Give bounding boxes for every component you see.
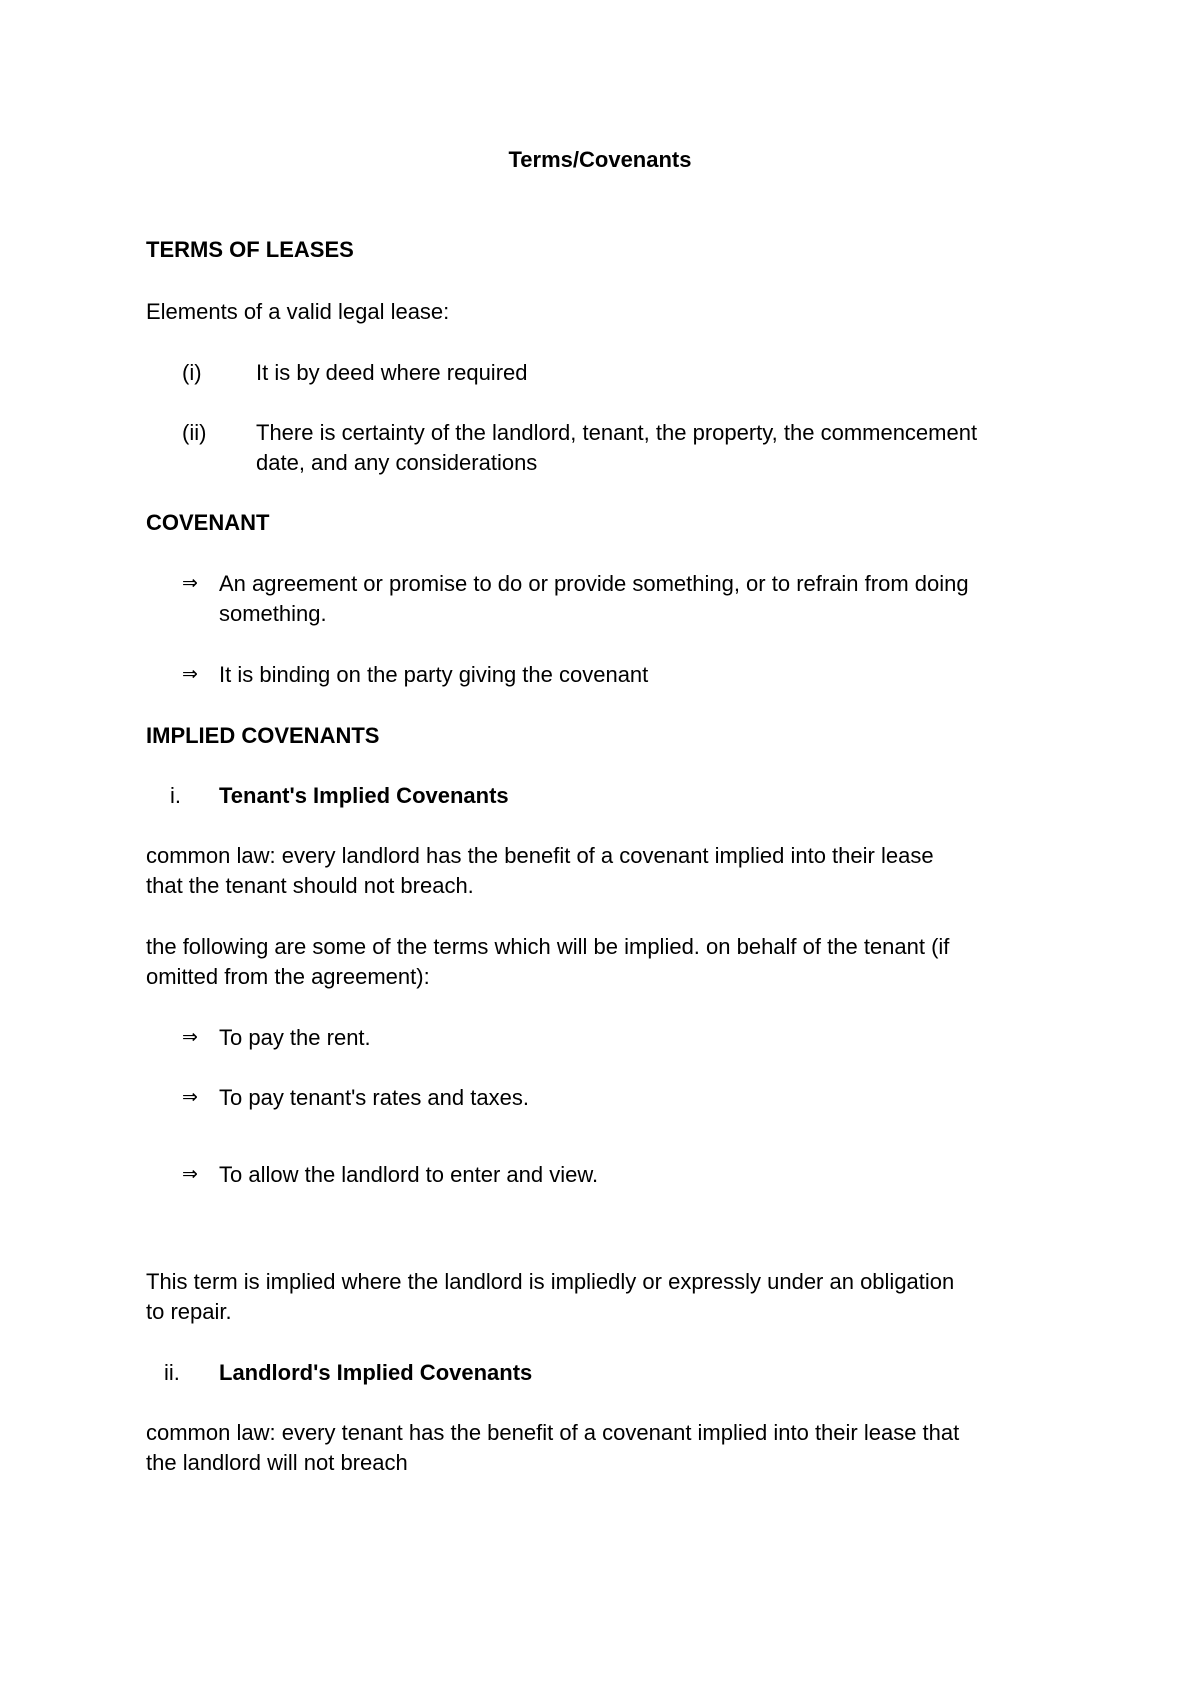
paragraph-continuation: to repair. bbox=[146, 1299, 232, 1324]
bullet-item: It is binding on the party giving the covenant bbox=[219, 662, 649, 687]
list-marker: (i) bbox=[182, 360, 202, 385]
bullet-item: An agreement or promise to do or provide something, or to refrain from doing bbox=[219, 571, 969, 596]
subsection-heading-landlord: Landlord's Implied Covenants bbox=[219, 1360, 533, 1385]
arrow-bullet-icon: ⇒ bbox=[182, 1164, 198, 1185]
paragraph: common law: every tenant has the benefit of a covenant implied into their lease that bbox=[146, 1420, 960, 1445]
paragraph: This term is implied where the landlord is impliedly or expressly under an obligation bbox=[146, 1269, 955, 1294]
paragraph: the following are some of the terms which will be implied. on behalf of the tenant (if bbox=[146, 934, 950, 959]
subsection-heading-tenant: Tenant's Implied Covenants bbox=[219, 783, 509, 808]
bullet-item-continuation: something. bbox=[219, 601, 327, 626]
bullet-item: To allow the landlord to enter and view. bbox=[219, 1162, 599, 1187]
paragraph: common law: every landlord has the benefit of a covenant implied into their lease bbox=[146, 843, 934, 868]
section-heading-implied-covenants: IMPLIED COVENANTS bbox=[146, 723, 380, 748]
paragraph-continuation: the landlord will not breach bbox=[146, 1450, 408, 1475]
arrow-bullet-icon: ⇒ bbox=[182, 1087, 198, 1108]
section-heading-covenant: COVENANT bbox=[146, 510, 270, 535]
bullet-item: To pay the rent. bbox=[219, 1025, 371, 1050]
page-title: Terms/Covenants bbox=[508, 147, 692, 172]
paragraph-continuation: that the tenant should not breach. bbox=[146, 873, 474, 898]
arrow-bullet-icon: ⇒ bbox=[182, 573, 198, 594]
subsection-marker: i. bbox=[170, 783, 181, 808]
arrow-bullet-icon: ⇒ bbox=[182, 1027, 198, 1048]
paragraph-continuation: omitted from the agreement): bbox=[146, 964, 430, 989]
list-item: There is certainty of the landlord, tenant, the property, the commencement bbox=[256, 420, 978, 445]
bullet-item: To pay tenant's rates and taxes. bbox=[219, 1085, 529, 1110]
terms-intro: Elements of a valid legal lease: bbox=[146, 299, 450, 324]
subsection-marker: ii. bbox=[164, 1360, 180, 1385]
section-heading-terms-of-leases: TERMS OF LEASES bbox=[146, 237, 354, 262]
list-marker: (ii) bbox=[182, 420, 207, 445]
list-item-continuation: date, and any considerations bbox=[256, 450, 538, 475]
list-item: It is by deed where required bbox=[256, 360, 528, 385]
arrow-bullet-icon: ⇒ bbox=[182, 664, 198, 685]
